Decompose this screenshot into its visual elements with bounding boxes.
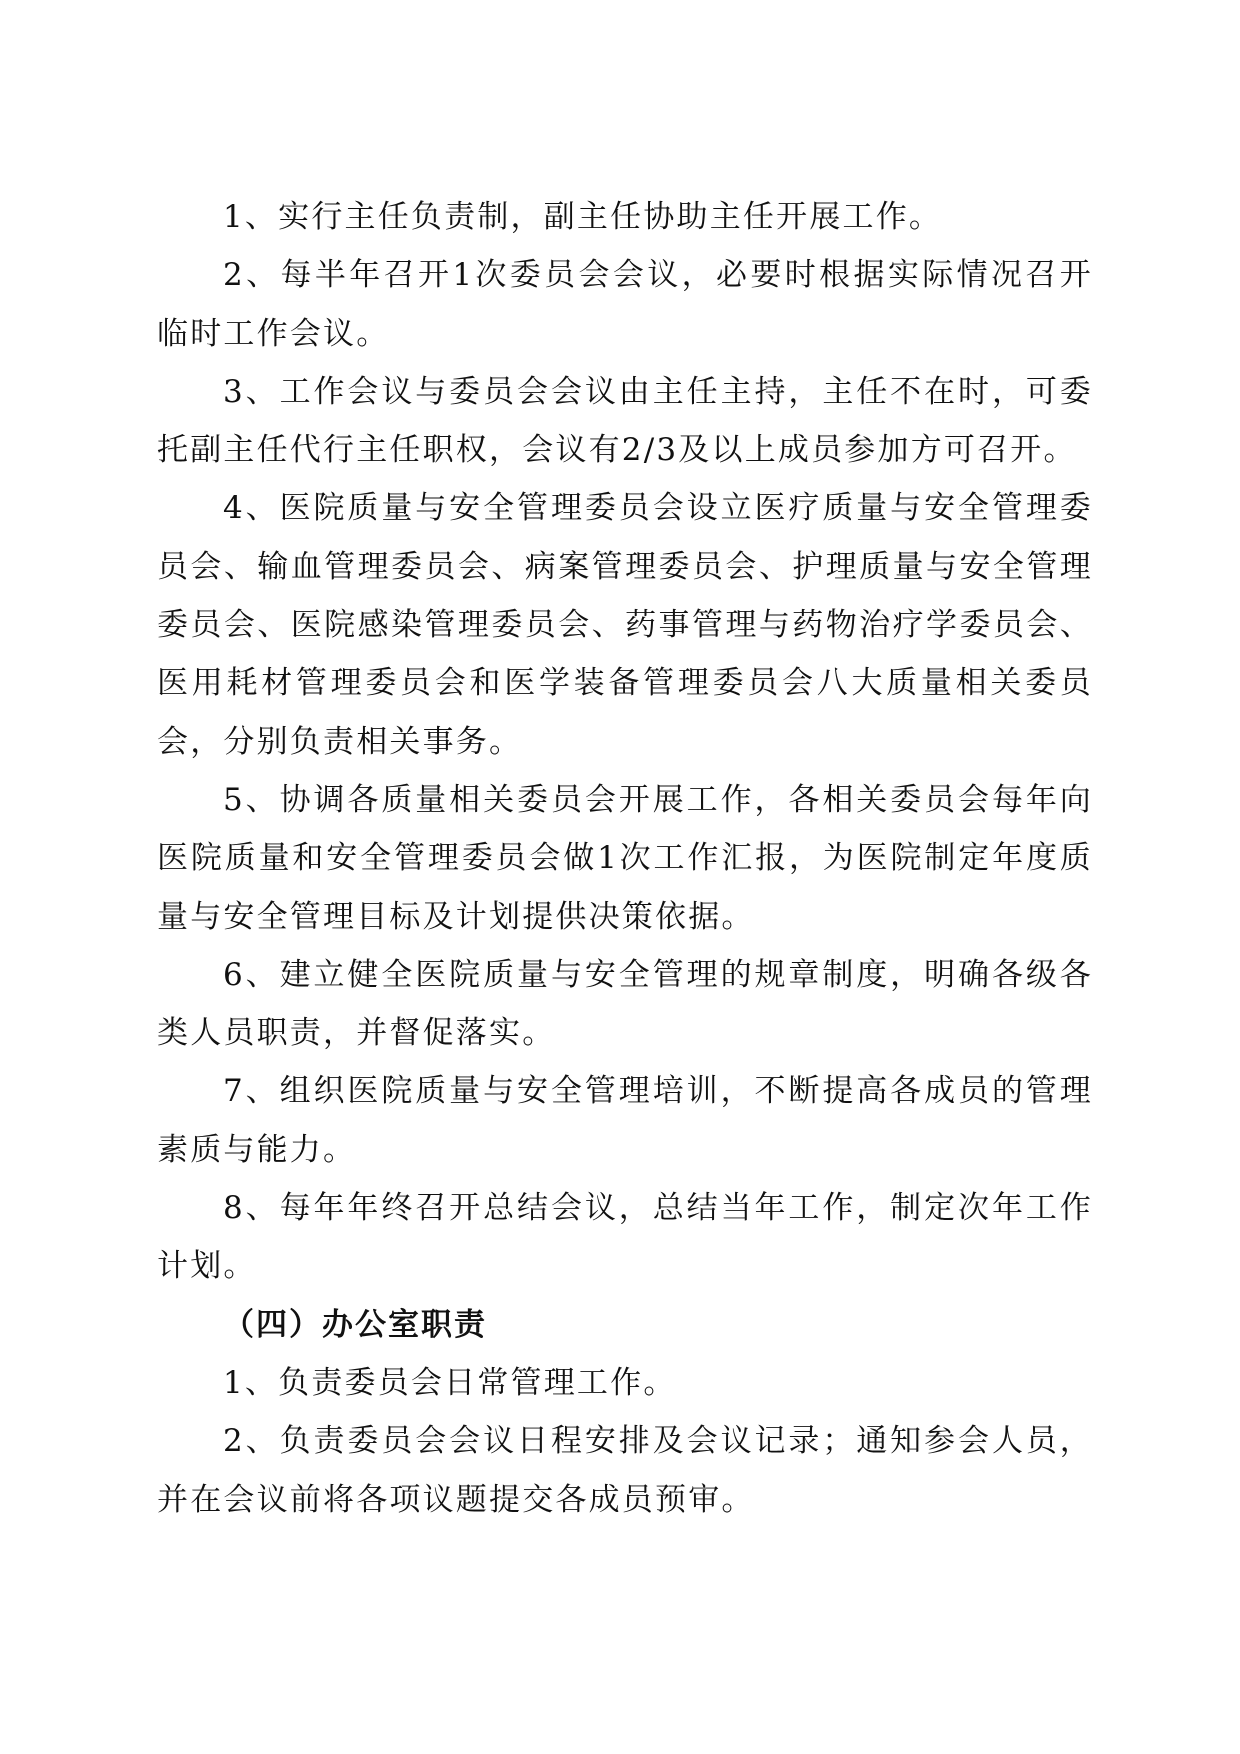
paragraph-1-4: 4、医院质量与安全管理委员会设立医疗质量与安全管理委员会、输血管理委员会、病案管理委员会、护理质量与安全管理委员会、医院感染管理委员会、药事管理与药物治疗学委员会、医用耗材管理委员会和医学装备管理委员会八大质量相关委员会，分别负责相关事务。 (157, 490, 1093, 760)
document-body (157, 188, 1093, 1529)
section-heading-office-duties: （四）办公室职责 (223, 1306, 487, 1343)
paragraph-1-5: 5、协调各质量相关委员会开展工作，各相关委员会每年向医院质量和安全管理委员会做1次工作汇报，为医院制定年度质量与安全管理目标及计划提供决策依据。 (157, 781, 1093, 935)
paragraph-2-2: 2、负责委员会会议日程安排及会议记录；通知参会人员，并在会议前将各项议题提交各成员预审。 (157, 1423, 1093, 1518)
paragraph-1-3: 3、工作会议与委员会会议由主任主持，主任不在时，可委托副主任代行主任职权，会议有2/3及以上成员参加方可召开。 (157, 373, 1093, 469)
paragraph-1-6: 6、建立健全医院质量与安全管理的规章制度，明确各级各类人员职责，并督促落实。 (157, 956, 1093, 1052)
paragraph-1-1: 1、实行主任负责制，副主任协助主任开展工作。 (223, 199, 943, 235)
paragraph-2-1: 1、负责委员会日常管理工作。 (223, 1364, 677, 1401)
paragraph-1-8: 8、每年年终召开总结会议，总结当年工作，制定次年工作计划。 (157, 1190, 1093, 1285)
paragraph-1-2: 2、每半年召开1次委员会会议，必要时根据实际情况召开临时工作会议。 (157, 257, 1093, 352)
paragraph-1-7: 7、组织医院质量与安全管理培训，不断提高各成员的管理素质与能力。 (157, 1073, 1093, 1168)
